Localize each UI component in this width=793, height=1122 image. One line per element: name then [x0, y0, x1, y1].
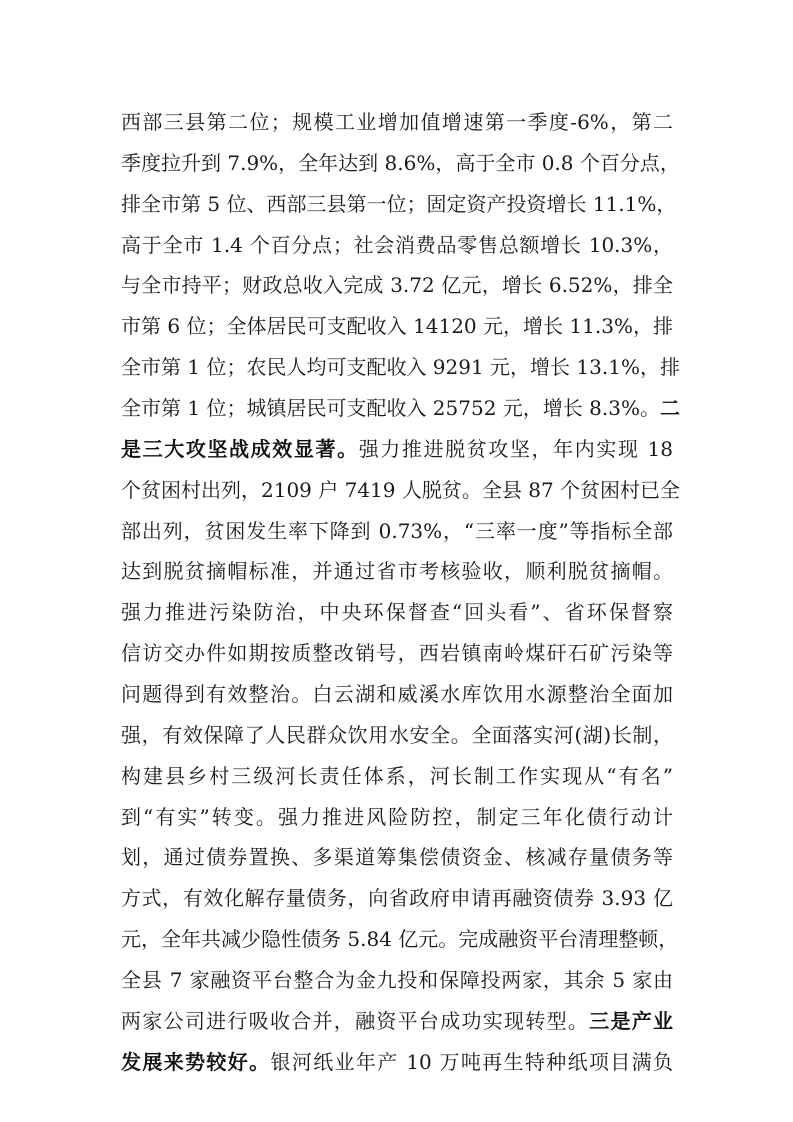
- text-line-12: [121, 551, 673, 592]
- text-line-10: [121, 470, 681, 511]
- text-segment: 与全市持平；财政总收入完成 3.72 亿元，增长 6.52%，排全: [121, 273, 673, 298]
- text-line-23: [121, 1001, 673, 1042]
- text-segment: 两家公司进行吸收合并，融资平台成功实现转型。: [121, 1008, 590, 1033]
- text-line-16: [121, 715, 673, 756]
- text-segment: 信访交办件如期按质整改销号，西岩镇南岭煤矸石矿污染等: [121, 641, 673, 666]
- text-segment: 到“有实”转变。强力推进风险防控，制定三年化债行动计: [121, 804, 673, 829]
- text-line-8: [121, 388, 680, 429]
- text-line-3: [121, 184, 677, 225]
- text-segment: 市第 6 位；全体居民可支配收入 14120 元，增长 11.3%，排: [121, 314, 673, 339]
- text-line-9: [121, 429, 673, 470]
- body-paragraph: [121, 102, 681, 1083]
- text-line-5: [121, 265, 673, 306]
- text-line-17: [121, 756, 673, 797]
- text-segment: 全市第 1 位；城镇居民可支配收入 25752 元，增长 8.3%。: [121, 396, 660, 421]
- text-line-14: [121, 633, 673, 674]
- text-line-15: [121, 674, 673, 715]
- text-line-2: [121, 143, 680, 184]
- section-heading-2: 是三大攻坚战成效显著。: [121, 436, 359, 461]
- text-line-1: [121, 102, 673, 143]
- text-line-21: [121, 919, 679, 960]
- text-segment: 全县 7 家融资平台整合为金九投和保障投两家，其余 5 家由: [121, 968, 673, 993]
- section-heading-3-start: 三是产业: [589, 1008, 674, 1033]
- text-segment: 强，有效保障了人民群众饮用水安全。全面落实河(湖)长制，: [121, 722, 673, 747]
- text-segment: 划，通过债券置换、多渠道筹集偿债资金、核减存量债务等: [121, 845, 673, 870]
- text-segment: 元，全年共减少隐性债务 5.84 亿元。完成融资平台清理整顿，: [121, 927, 679, 952]
- text-line-6: [121, 306, 673, 347]
- text-line-22: [121, 960, 673, 1001]
- text-line-4: [121, 225, 673, 266]
- text-line-19: [121, 837, 673, 878]
- text-segment: 构建县乡村三级河长责任体系，河长制工作实现从“有名”: [121, 763, 673, 788]
- text-line-13: [121, 592, 673, 633]
- text-segment: 部出列，贫困发生率下降到 0.73%，“三率一度”等指标全部: [121, 518, 673, 543]
- text-line-11: [121, 511, 673, 552]
- text-line-18: [121, 797, 673, 838]
- text-segment: 排全市第 5 位、西部三县第一位；固定资产投资增长 11.1%，: [121, 191, 677, 216]
- text-segment: 银河纸业年产 10 万吨再生特种纸项目满负: [270, 1049, 674, 1074]
- section-heading-2-start: 二: [659, 396, 680, 421]
- text-segment: 问题得到有效整治。白云湖和威溪水库饮用水源整治全面加: [121, 682, 673, 707]
- section-heading-3: 发展来势较好。: [121, 1049, 271, 1074]
- text-segment: 全市第 1 位；农民人均可支配收入 9291 元，增长 13.1%，排: [121, 355, 680, 380]
- text-line-24: [121, 1042, 673, 1083]
- text-segment: 方式，有效化解存量债务，向省政府申请再融资债券 3.93 亿: [121, 886, 673, 911]
- text-line-7: [121, 347, 680, 388]
- text-segment: 达到脱贫摘帽标准，并通过省市考核验收，顺利脱贫摘帽。: [121, 559, 673, 584]
- text-segment: 个贫困村出列，2109 户 7419 人脱贫。全县 87 个贫困村已全: [121, 477, 681, 502]
- text-line-20: [121, 878, 673, 919]
- text-segment: 强力推进污染防治，中央环保督查“回头看”、省环保督察: [121, 600, 673, 625]
- text-segment: 季度拉升到 7.9%，全年达到 8.6%，高于全市 0.8 个百分点，: [121, 150, 680, 175]
- text-segment: 西部三县第二位；规模工业增加值增速第一季度-6%，第二: [121, 110, 673, 134]
- text-segment: 强力推进脱贫攻坚，年内实现 18: [358, 436, 673, 461]
- text-segment: 高于全市 1.4 个百分点；社会消费品零售总额增长 10.3%，: [121, 232, 673, 257]
